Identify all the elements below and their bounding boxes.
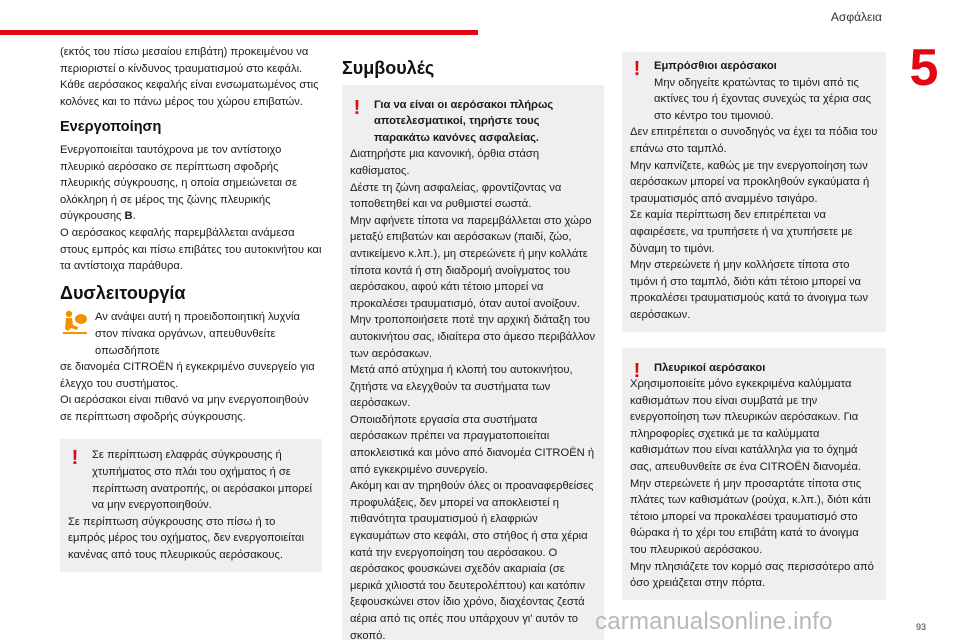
advice-text-obstruction: Μην αφήνετε τίποτα να παρεμβάλλεται στο χώρο μεταξύ επιβατών και αερόσακων (παιδί, ζώο, αντικείμενο κ.λπ.), μη στερεώνετε ή μην κολλάτε τίποτα κοντά ή στη διαδρομή ανοίγματος του αερόσακου, αφού κάτι τέτοιο μπορεί να προκαλέσει τραυματισμό, όταν αυτοί ανοίξουν.: [350, 214, 592, 310]
malfunction-paragraph: Αν ανάψει αυτή η προειδοποιητική λυχνία στον πίνακα οργάνων, απευθυνθείτε οπωσδήποτε: [95, 311, 300, 357]
warning-note-impact: [60, 439, 322, 571]
note-text-light-impact: Σε περίπτωση ελαφράς σύγκρουσης ή χτυπήματος στο πλάι του οχήματος ή σε περίπτωση ανατροπής, οι αερόσακοι μπορεί να μην ενεργοποιηθούν.: [92, 449, 312, 512]
advice-text-modification: Μην τροποποιήσετε ποτέ την αρχική διάταξη του αυτοκινήτου σας, ιδιαίτερα στο άμεσο περιβάλλον των αερόσακων.: [350, 314, 596, 360]
front-airbags-text-2: Δεν επιτρέπεται ο συνοδηγός να έχει τα πόδια του επάνω στο ταμπλό.: [630, 126, 878, 155]
header-accent-bar: [0, 30, 478, 35]
advice-note: [342, 85, 604, 640]
page-header-title: Ασφάλεια: [830, 10, 882, 24]
activation-text: Ενεργοποιείται ταυτόχρονα με τον αντίστοιχο πλευρικό αερόσακο σε περίπτωση σφοδρής πλευρικής σύγκρουσης, η οποία σημειώνεται σε ολόκληρη ή σε μέρος της ζώνης πλευρικής σύγκρουσης: [60, 143, 298, 223]
side-airbags-title: Πλευρικοί αερόσακοι: [654, 361, 766, 374]
airbag-warning-lamp-icon: [60, 309, 90, 335]
column-1: [60, 44, 322, 572]
advice-text-posture: Διατηρήστε μια κανονική, όρθια στάση καθίσματος.: [350, 148, 540, 177]
front-airbags-title-paragraph: [630, 58, 878, 75]
activation-text-end: .: [132, 210, 136, 223]
malfunction-paragraph-continued: σε διανομέα CITROËN ή εγκεκριμένο συνεργείο για έλεγχο του συστήματος.: [60, 361, 315, 390]
note-text-rear-front-impact: Σε περίπτωση σύγκρουσης στο πίσω ή το εμπρός μέρος του οχήματος, δεν ενεργοποιείται κανένας από τους πλευρικούς αερόσακους.: [68, 515, 304, 562]
exclamation-icon: !: [633, 58, 641, 80]
front-airbags-text-5: Μην στερεώνετε ή μην κολλήσετε τίποτα στο τιμόνι ή στο ταμπλό, διότι κάτι τέτοιο μπορεί να προκαλέσει τραυματισμούς κατά το άνοιγμα των αερόσακων.: [630, 259, 869, 321]
advice-text-injury-risk: Ακόμη και αν τηρηθούν όλες οι προαναφερθείσες προφυλάξεις, δεν μπορεί να αποκλειστεί η πιθανότητα τραυματισμού ή ελαφριών εγκαυμάτων στο κεφάλι, στο στήθος ή στα χέρια κατά την ενεργοποίηση του αερόσακου. Ο αερόσακος φουσκώνει σχεδόν ακαριαία (σε μερικά χιλιοστά του δευτερολέπτου) και κατόπιν ξεφουσκώνει στον ίδιο χρόνο, διαχέοντας ζεστά αέρια από τις οπές που υπάρχουν γι' αυτόν το σκοπό.: [350, 480, 594, 640]
exclamation-icon: !: [633, 359, 641, 382]
section-heading-advice: Συμβουλές: [342, 58, 435, 78]
column-3: [622, 52, 886, 600]
front-airbags-text-3: Μην καπνίζετε, καθώς με την ενεργοποίηση των αερόσακων μπορεί να προκληθούν εγκαύματα ή τραυματισμός από αναμμένο τσιγάρο.: [630, 159, 870, 205]
section-heading-activation: Ενεργοποίηση: [60, 119, 162, 136]
warning-lamp-row: [60, 309, 322, 359]
advice-note-title-paragraph: [350, 97, 596, 147]
exclamation-icon: !: [71, 447, 79, 470]
intro-paragraph: (εκτός του πίσω μεσαίου επιβάτη) προκειμένου να περιοριστεί ο κίνδυνος τραυματισμού στο κεφάλι. Κάθε αερόσακος κεφαλής είναι ενσωματωμένος στις κολόνες και το πάνω μέρος του χώρου επιβατών.: [60, 46, 319, 108]
chapter-number: 5: [909, 39, 939, 97]
zone-b-label: B: [124, 210, 133, 223]
front-airbags-title: Εμπρόσθιοι αερόσακοι: [654, 60, 777, 72]
side-airbags-note: [622, 348, 886, 600]
activation-paragraph: [60, 142, 322, 225]
page-number: 93: [915, 622, 926, 632]
side-airbags-title-paragraph: [630, 360, 878, 377]
section-heading-malfunction: Δυσλειτουργία: [60, 282, 186, 303]
severe-impact-paragraph: Οι αερόσακοι είναι πιθανό να μην ενεργοποιηθούν σε περίπτωση σφοδρής σύγκρουσης.: [60, 394, 309, 423]
watermark: carmanualsonline.info: [595, 608, 833, 635]
column-2: [342, 60, 604, 640]
advice-note-title: Για να είναι οι αερόσακοι πλήρως αποτελεσματικοί, τηρήστε τους παρακάτω κανόνες ασφαλείας.: [374, 98, 554, 144]
front-airbags-note: [622, 52, 886, 332]
advice-text-after-accident: Μετά από ατύχημα ή κλοπή του αυτοκινήτου, ζητήστε να ελεγχθούν τα συστήματα των αερόσακων.: [350, 364, 573, 410]
airbag-position-paragraph: Ο αερόσακος κεφαλής παρεμβάλλεται ανάμεσα στους εμπρός και πίσω επιβάτες του αυτοκινήτου και τα αντίστοιχα παράθυρα.: [60, 226, 322, 273]
exclamation-icon: !: [353, 96, 361, 119]
front-airbags-text-1: Μην οδηγείτε κρατώντας το τιμόνι από τις ακτίνες του ή έχοντας συνεχώς τα χέρια σας στο κέντρο του τιμονιού.: [654, 76, 871, 122]
side-airbags-text-2: Μην στερεώνετε ή μην προσαρτάτε τίποτα στις πλάτες των καθισμάτων (ρούχα, κ.λπ.), διότι κάτι τέτοιο μπορεί να προκαλέσει τραυματισμό στο θώρακα ή το χέρι του επιβάτη κατά το άνοιγμα του πλευρικού αερόσακου.: [630, 477, 871, 557]
side-airbags-text-3: Μην πλησιάζετε τον κορμό σας περισσότερο από όσο χρειάζεται στην πόρτα.: [630, 560, 874, 590]
advice-text-seatbelt: Δέστε τη ζώνη ασφαλείας, φροντίζοντας να τοποθετηθεί και να ρυθμιστεί σωστά.: [350, 181, 562, 211]
side-airbags-text-1: Χρησιμοποιείτε μόνο εγκεκριμένα καλύμματα καθισμάτων που είναι συμβατά με την ενεργοποίηση των πλευρικών αερόσακων. Για πληροφορίες σχετικά με τα καλύμματα καθισμάτων που είναι κατάλληλα για το όχημά σας, απευθυνθείτε σε ένα CITROËN διανομέα.: [630, 378, 862, 474]
front-airbags-text-4: Σε καμία περίπτωση δεν επιτρέπεται να αφαιρέσετε, να τρυπήσετε ή να χτυπήσετε με δύναμη το τιμόνι.: [630, 209, 853, 255]
advice-text-service: Οποιαδήποτε εργασία στα συστήματα αερόσακων πρέπει να πραγματοποιείται αποκλειστικά και μόνο από διανομέα CITROËN ή από εγκεκριμένο συνεργείο.: [350, 413, 595, 476]
